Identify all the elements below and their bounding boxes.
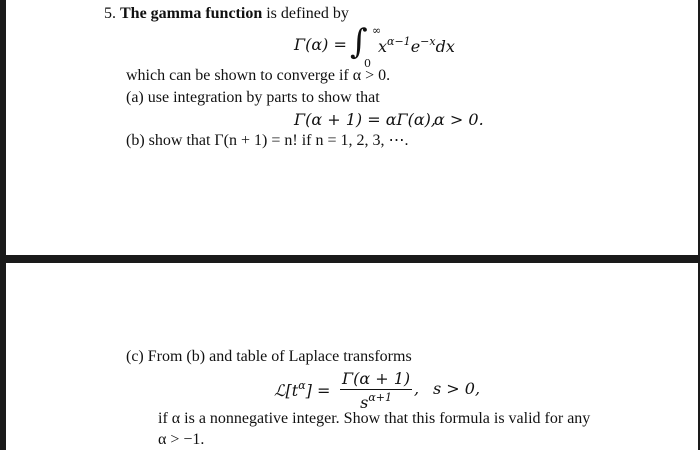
integrand: $x^{\alpha-1}e^{-x}dx$ [378,35,455,56]
intro-rest: is defined by [266,5,349,22]
gamma-def-lhs: Γ(α) = [294,35,347,54]
part-a-condition: α > 0. [434,110,484,129]
laplace-condition: s > 0, [433,379,481,398]
problem-intro [104,4,349,24]
converge-text: which can be shown to converge if α > 0. [126,67,391,84]
integral-lower-limit: 0 [364,57,371,70]
problem-number: 5. [104,5,116,22]
laplace-lhs: $ℒ[t^\alpha]$ = [274,379,331,400]
part-a-text: (a) use integration by parts to show that [126,89,380,106]
top-page-panel [6,0,698,255]
gamma-function-term: The gamma function [120,5,263,22]
part-c-text: (c) From (b) and table of Laplace transforms [126,348,412,365]
laplace-comma: , [414,379,420,398]
part-c-line1: if α is a nonnegative integer. Show that this formula is valid for any [158,410,591,427]
integral-upper-limit: ∞ [372,24,382,37]
part-c-line2: α > −1. [158,431,205,448]
laplace-numerator: Γ(α + 1) [342,369,411,388]
bottom-page-panel [6,263,698,450]
laplace-fraction [340,369,412,412]
integral-sign: ∫ [350,22,368,62]
part-a-formula: Γ(α + 1) = αΓ(α), [294,110,437,129]
part-b-text: (b) show that Γ(n + 1) = n! if n = 1, 2, 3, ⋯. [126,132,409,149]
laplace-denominator: $s^{\alpha+1}$ [360,391,393,412]
